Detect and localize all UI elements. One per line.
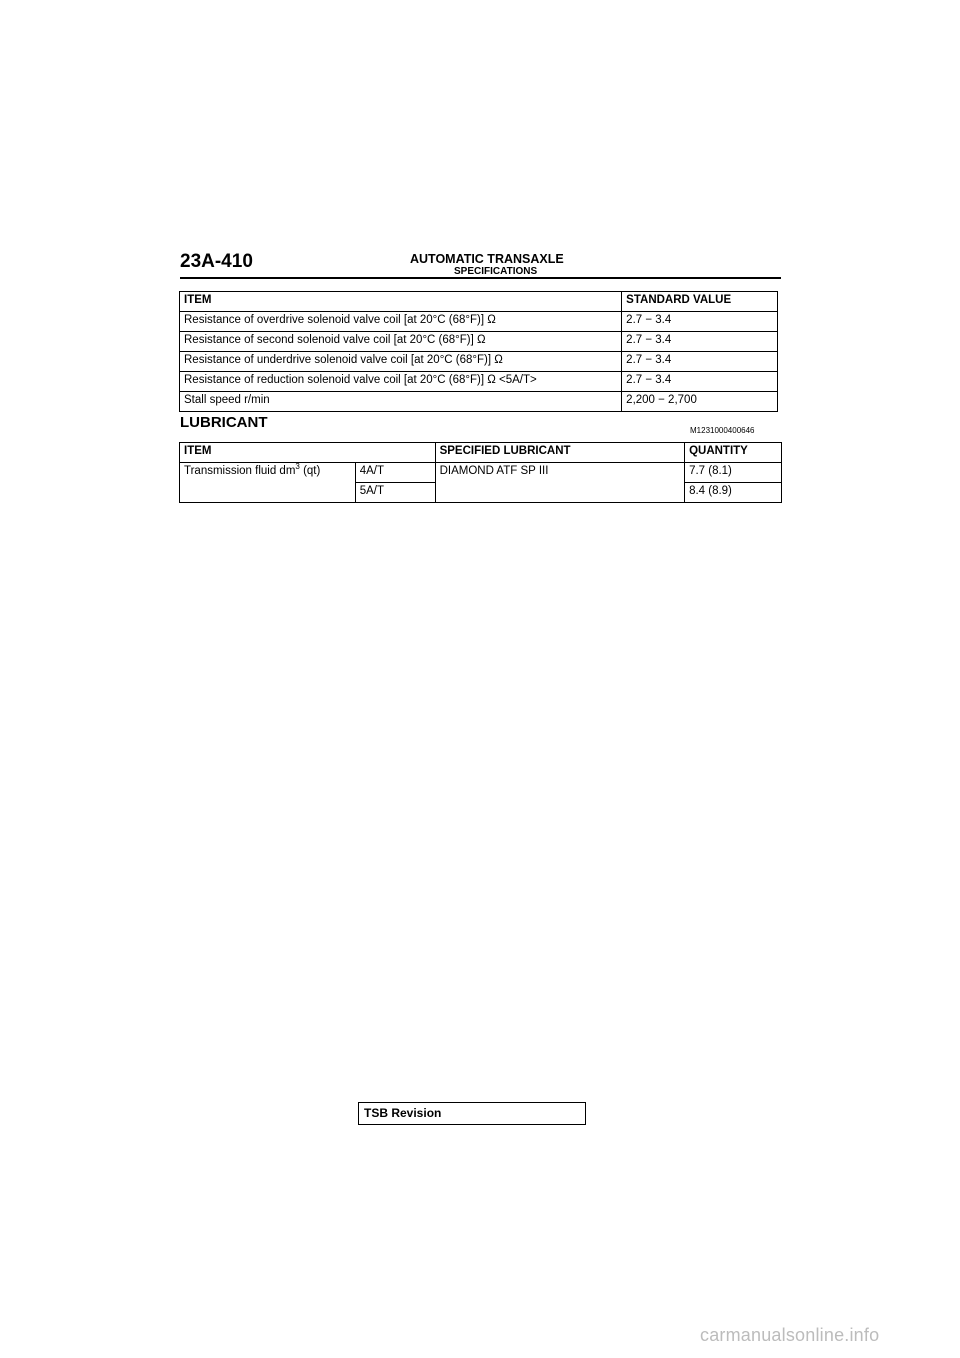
item-unit: (qt) bbox=[299, 465, 321, 477]
column-header-item: ITEM bbox=[180, 292, 622, 312]
table-header-row bbox=[180, 443, 782, 463]
transaxle-type-cell: 5A/T bbox=[355, 483, 435, 503]
lubricant-section-code: M1231000400646 bbox=[690, 426, 755, 435]
table-row bbox=[180, 352, 778, 372]
item-cell: Resistance of overdrive solenoid valve coil [at 20°C (68°F)] Ω bbox=[180, 312, 622, 332]
transaxle-type-cell: 4A/T bbox=[355, 463, 435, 483]
table-header-row bbox=[180, 292, 778, 312]
value-cell: 2.7 − 3.4 bbox=[622, 372, 778, 392]
item-cell: Resistance of reduction solenoid valve coil [at 20°C (68°F)] Ω <5A/T> bbox=[180, 372, 622, 392]
item-cell: Stall speed r/min bbox=[180, 392, 622, 412]
value-cell: 2.7 − 3.4 bbox=[622, 332, 778, 352]
lubricant-table bbox=[179, 442, 782, 503]
table-row bbox=[180, 332, 778, 352]
item-superscript: 3 bbox=[295, 462, 300, 472]
item-text: Transmission fluid dm bbox=[184, 465, 296, 477]
value-cell: 2.7 − 3.4 bbox=[622, 352, 778, 372]
value-cell: 2,200 − 2,700 bbox=[622, 392, 778, 412]
item-cell: Resistance of underdrive solenoid valve coil [at 20°C (68°F)] Ω bbox=[180, 352, 622, 372]
tsb-revision-label: TSB Revision bbox=[364, 1106, 442, 1120]
table-row bbox=[180, 463, 782, 483]
section-subtitle-header: SPECIFICATIONS bbox=[454, 266, 538, 277]
table-row bbox=[180, 392, 778, 412]
quantity-cell: 8.4 (8.9) bbox=[685, 483, 782, 503]
column-header-specified-lubricant: SPECIFIED LUBRICANT bbox=[435, 443, 685, 463]
column-header-standard-value: STANDARD VALUE bbox=[622, 292, 778, 312]
lubricant-cell: DIAMOND ATF SP III bbox=[435, 463, 685, 503]
quantity-cell: 7.7 (8.1) bbox=[685, 463, 782, 483]
watermark: carmanualsonline.info bbox=[700, 1325, 880, 1345]
column-header-quantity: QUANTITY bbox=[685, 443, 782, 463]
header-rule bbox=[180, 277, 781, 279]
column-header-item: ITEM bbox=[180, 443, 436, 463]
page-number: 23A-410 bbox=[180, 251, 253, 272]
value-cell: 2.7 − 3.4 bbox=[622, 312, 778, 332]
item-cell bbox=[180, 463, 356, 503]
item-cell: Resistance of second solenoid valve coil [at 20°C (68°F)] Ω bbox=[180, 332, 622, 352]
specifications-table bbox=[179, 291, 778, 412]
lubricant-heading: LUBRICANT bbox=[180, 414, 268, 431]
section-title-header: AUTOMATIC TRANSAXLE bbox=[410, 252, 564, 266]
table-row bbox=[180, 372, 778, 392]
table-row bbox=[180, 312, 778, 332]
